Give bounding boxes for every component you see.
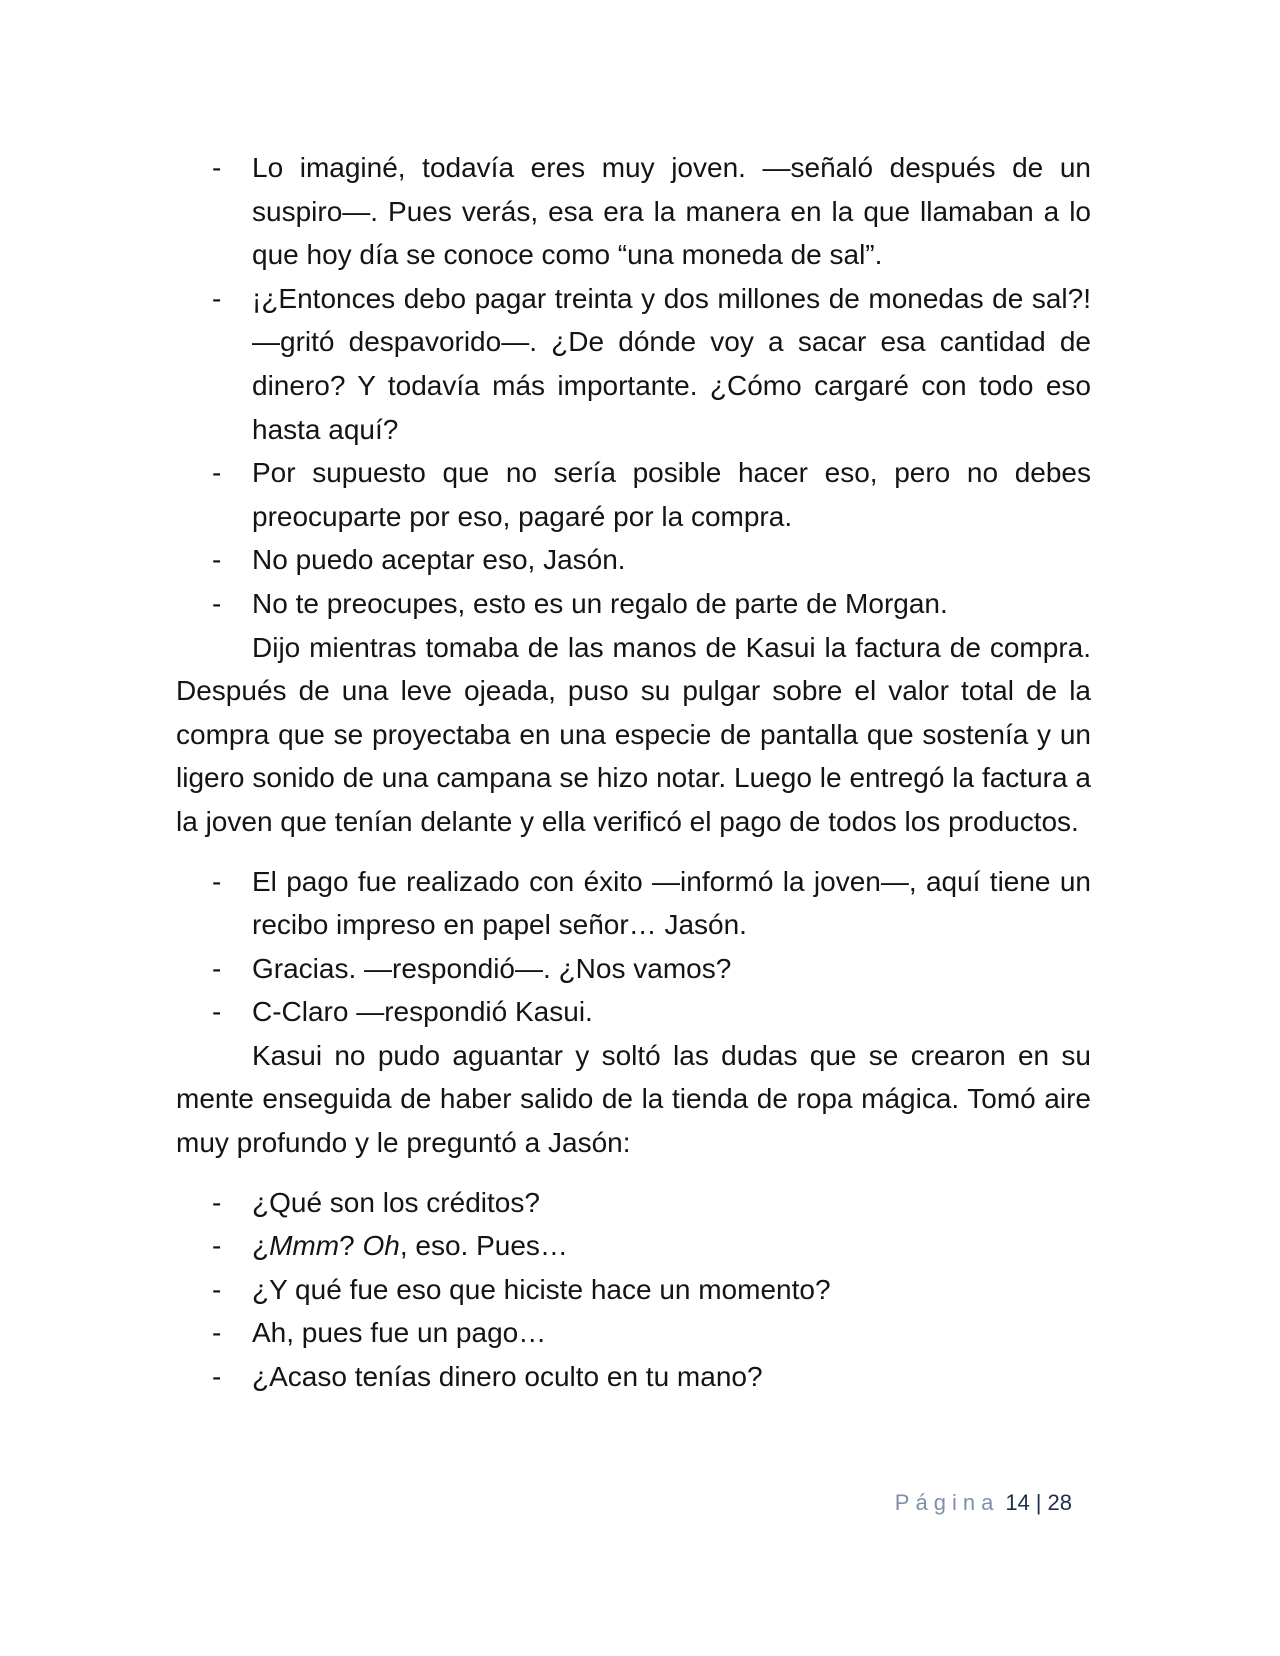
dialogue-text: Ah, pues fue un pago… xyxy=(252,1317,547,1349)
dialogue-dash: - xyxy=(212,1317,222,1349)
dialogue-text: Gracias. —respondió—. ¿Nos vamos? xyxy=(252,952,732,984)
dialogue-line xyxy=(176,1224,1091,1268)
page-body xyxy=(176,146,1091,1399)
dialogue-text: ¿Y qué fue eso que hiciste hace un momento? xyxy=(252,1273,831,1305)
page-separator: | xyxy=(1035,1490,1042,1515)
narration-paragraph: Dijo mientras tomaba de las manos de Kasui la factura de compra. Después de una leve ojeada, puso su pulgar sobre el valor total de la compra que se proyectaba en una especie de pantalla que sostenía y un ligero sonido de una campana se hizo notar. Luego le entregó la factura a la joven que tenían delante y ella verificó el pago de todos los productos. xyxy=(176,631,1091,837)
dialogue-line xyxy=(176,1355,1091,1399)
dialogue-line xyxy=(176,1181,1091,1225)
dialogue-text: Lo imaginé, todavía eres muy joven. —señaló después de un suspiro—. Pues verás, esa era la manera en la que llamaban a lo que hoy día se conoce como “una moneda de sal”. xyxy=(252,152,1091,271)
dialogue-dash: - xyxy=(212,865,222,897)
dialogue-text: No te preocupes, esto es un regalo de parte de Morgan. xyxy=(252,587,948,619)
dialogue-dash: - xyxy=(212,544,222,576)
dialogue-line xyxy=(176,1311,1091,1355)
dialogue-line xyxy=(176,146,1091,277)
narration-paragraph: Kasui no pudo aguantar y soltó las dudas que se crearon en su mente enseguida de haber salido de la tienda de ropa mágica. Tomó aire muy profundo y le preguntó a Jasón: xyxy=(176,1039,1091,1159)
dialogue-text-italic: Oh xyxy=(362,1230,400,1262)
dialogue-dash: - xyxy=(212,1186,222,1218)
dialogue-text: No puedo aceptar eso, Jasón. xyxy=(252,544,626,576)
dialogue-line xyxy=(176,451,1091,538)
dialogue-dash: - xyxy=(212,457,222,489)
dialogue-text: ¡¿Entonces debo pagar treinta y dos millones de monedas de sal?! —gritó despavorido—. ¿De dónde voy a sacar esa cantidad de dinero? Y todavía más importante. ¿Cómo cargaré con todo eso hasta aquí? xyxy=(252,282,1091,445)
dialogue-line xyxy=(176,582,1091,626)
dialogue-text: C-Claro —respondió Kasui. xyxy=(252,996,593,1028)
dialogue-line xyxy=(176,277,1091,451)
dialogue-text-italic: Mmm xyxy=(269,1230,340,1262)
dialogue-text xyxy=(252,1230,568,1261)
page-current: 14 xyxy=(1005,1490,1030,1515)
dialogue-text: Por supuesto que no sería posible hacer eso, pero no debes preocuparte por eso, pagaré por la compra. xyxy=(252,457,1091,532)
dialogue-dash: - xyxy=(212,587,222,619)
dialogue-text-part: , eso. Pues… xyxy=(399,1230,568,1262)
dialogue-dash: - xyxy=(212,152,222,183)
dialogue-dash: - xyxy=(212,952,222,984)
dialogue-text: ¿Acaso tenías dinero oculto en tu mano? xyxy=(252,1361,763,1393)
dialogue-dash: - xyxy=(212,1273,222,1305)
dialogue-text-part: ? xyxy=(339,1230,363,1262)
dialogue-text-part: ¿ xyxy=(252,1230,270,1262)
dialogue-dash: - xyxy=(212,1230,222,1262)
dialogue-text: El pago fue realizado con éxito —informó la joven—, aquí tiene un recibo impreso en papel señor… Jasón. xyxy=(252,865,1091,941)
dialogue-dash: - xyxy=(212,1361,222,1393)
page-footer xyxy=(895,1488,1072,1518)
dialogue-line xyxy=(176,947,1091,991)
dialogue-line xyxy=(176,538,1091,582)
dialogue-dash: - xyxy=(212,282,222,314)
paragraph-gap xyxy=(176,844,1091,860)
dialogue-line xyxy=(176,990,1091,1034)
page-label: Página xyxy=(894,1490,1000,1515)
dialogue-line xyxy=(176,860,1091,947)
dialogue-text: ¿Qué son los créditos? xyxy=(252,1186,540,1218)
paragraph-gap xyxy=(176,1165,1091,1181)
page-total: 28 xyxy=(1047,1490,1072,1515)
dialogue-dash: - xyxy=(212,996,222,1028)
dialogue-line xyxy=(176,1268,1091,1312)
